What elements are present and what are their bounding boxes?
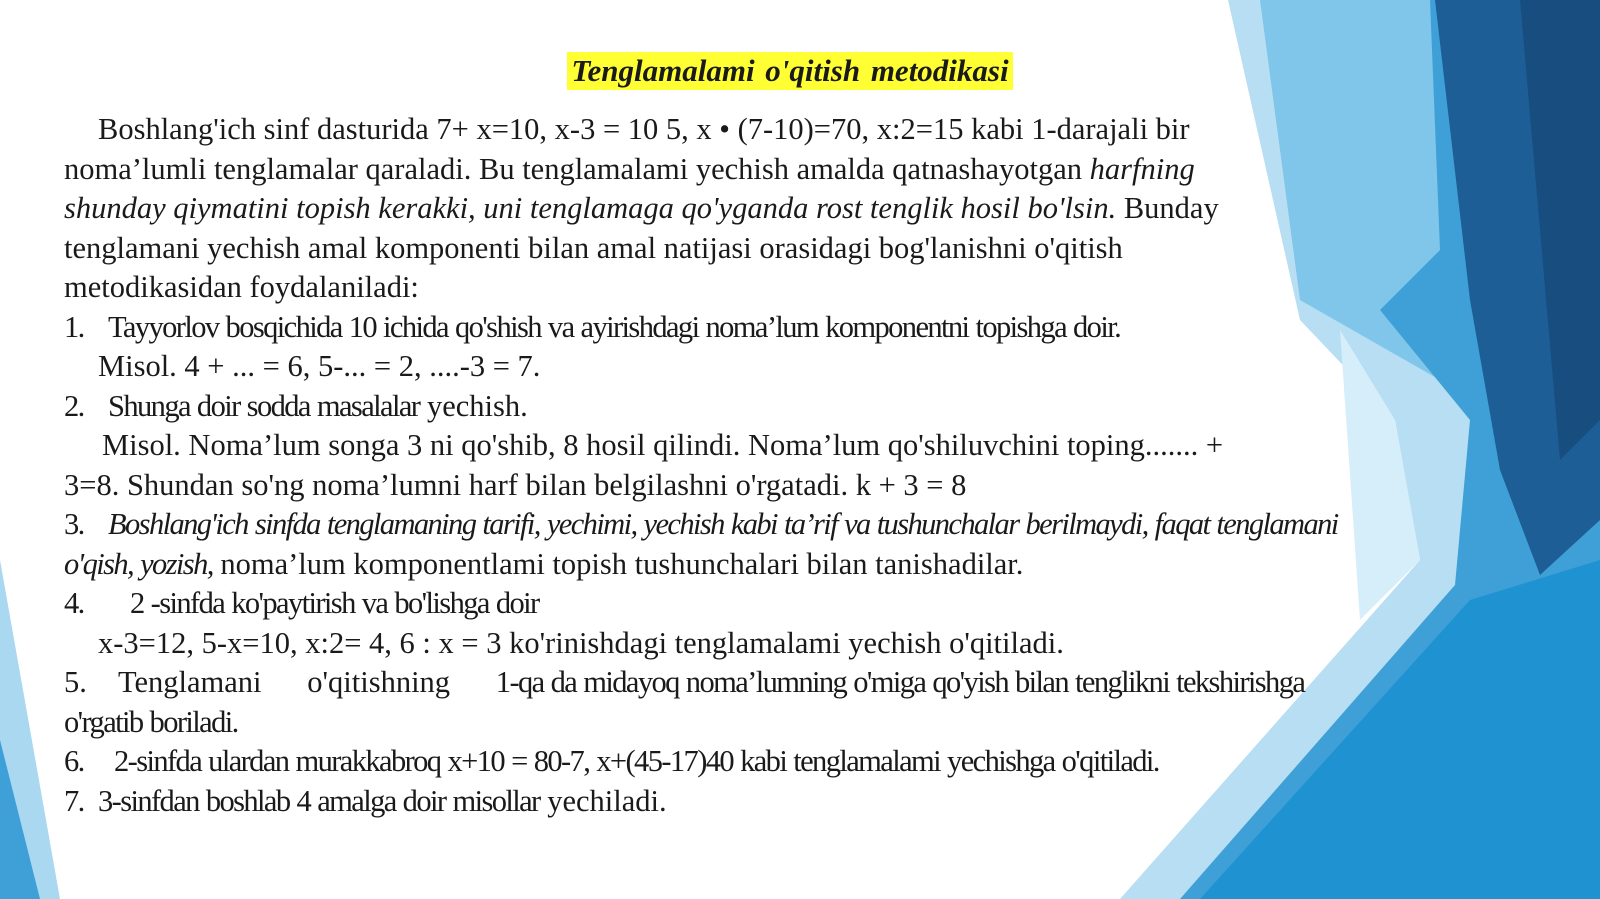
intro-line-1: Boshlang'ich sinf dasturida 7+ x=10, x-3 = 10 5, x • (7-10)=70, x:2=15 kabi 1-darajali bir [98,112,1190,146]
list-item-6-text: 2-sinfda ulardan murakkabroq x+10 = 80-7, x+(45-17)40 kabi tenglamalami yechishga o'qitiladi. [114,744,1159,778]
list-item-4-example: x-3=12, 5-x=10, x:2= 4, 6 : x = 3 ko'rinishdagi tenglamalami yechish o'qitiladi. [98,625,1064,660]
list-item-2-number: 2. [64,388,84,423]
list-item-3-number: 3. [64,507,84,541]
list-item-4-text: 2 -sinfda ko'paytirish va bo'lishga doir [130,586,539,620]
list-item-6 [64,742,1384,782]
intro-line-3-italic: shunday qiymatini topish kerakki, uni tenglamaga qo'yganda rost tenglik hosil bo'lsin. [64,191,1117,225]
list-item-3-line-2 [64,545,1384,585]
slide-body [64,110,1384,821]
list-item-3-line-2-italic: o'qish, yozish, [64,546,213,581]
list-item-7-text: 3-sinfdan boshlab 4 amalga doir misollar [98,783,540,818]
list-item-7-text-end: yechiladi. [539,783,667,818]
list-item-4 [64,584,1384,624]
list-item-1-example: Misol. 4 + ... = 6, 5-... = 2, ....-3 = 7. [98,349,541,383]
list-item-1-text: Tayyorlov bosqichida 10 ichida qo'shish va ayirishdagi noma’lum komponentni topishga doir. [108,309,1121,344]
list-item-1-number: 1. [64,309,84,344]
list-item-1 [64,308,1384,348]
list-item-5 [64,663,1384,703]
list-item-2-text: Shunga doir sodda masalalar [108,388,420,423]
intro-line-5: metodikasidan foydalaniladi: [64,270,419,304]
slide-title: Tenglamalami o'qitish metodikasi [567,52,1012,90]
intro-line-2 [64,150,1384,190]
list-item-3-line-2-text: noma’lum komponentlami topish tushunchalari bilan tanishadilar. [212,546,1024,581]
list-item-2 [64,387,1384,427]
intro-line-2-text: noma’lumli tenglamalar qaraladi. Bu tenglamalami yechish amalda qatnashayotgan [64,151,1090,186]
intro-line-3-text: Bunday [1116,191,1219,225]
list-item-2-example-line-1: Misol. Noma’lum songa 3 ni qo'shib, 8 hosil qilindi. Noma’lum qo'shiluvchini toping....... + [102,428,1224,462]
list-item-3 [64,505,1384,545]
list-item-6-number: 6. [64,744,84,778]
title-wrap [0,52,1560,90]
list-item-2-text-end: yechish. [419,388,528,423]
list-item-4-number: 4. [64,586,84,620]
list-item-3-text: Boshlang'ich sinfda tenglamaning tarifi, yechimi, yechish kabi ta’rif va tushunchalar berilmaydi, faqat tenglamani [108,507,1338,541]
intro-line-4: tenglamani yechish amal komponenti bilan amal natijasi orasidagi bog'lanishni o'qitish [64,230,1123,265]
list-item-5-line-2: o'rgatib boriladi. [64,704,238,739]
list-item-7-number: 7. [64,783,84,818]
list-item-5-text: Tenglamani o'qitishning [118,665,496,699]
list-item-2-example-line-2: 3=8. Shundan so'ng noma’lumni harf bilan belgilashni o'rgatadi. k + 3 = 8 [64,467,967,502]
intro-line-2-italic: harfning [1089,151,1195,186]
list-item-5-text-cont: 1-qa da midayoq noma’lumning o'miga qo'yish bilan tenglikni tekshirishga [495,665,1305,699]
list-item-7 [64,782,1384,822]
intro-line-3 [64,189,1384,229]
list-item-5-number: 5. [64,665,87,699]
